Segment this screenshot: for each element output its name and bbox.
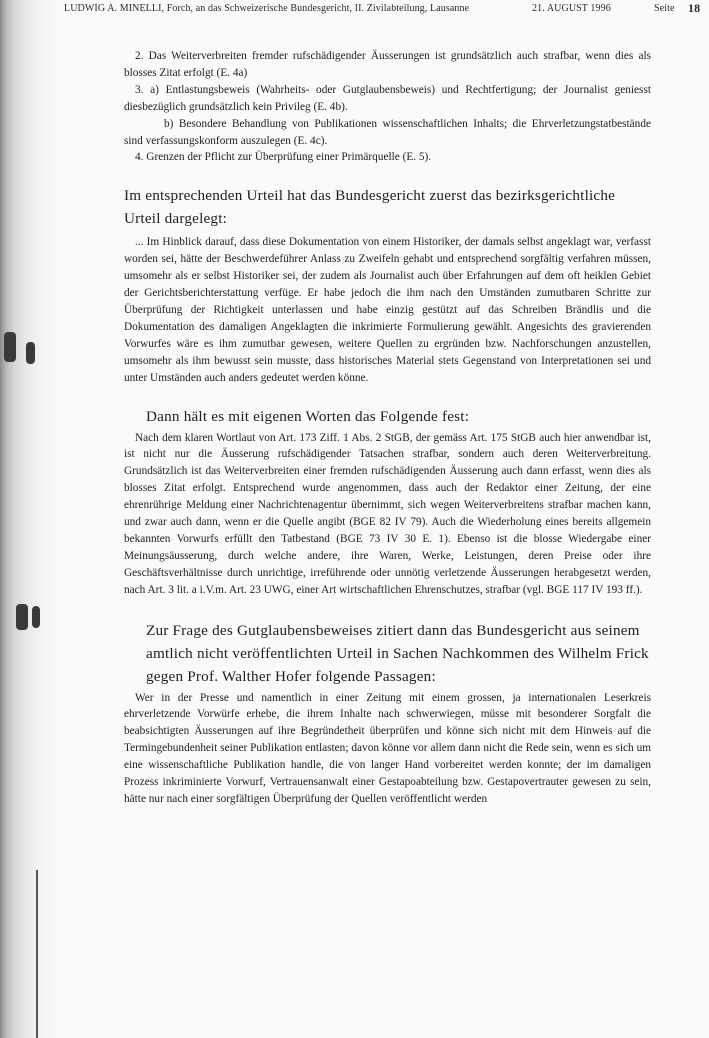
summary-item-3b: b) Besondere Behandlung von Publikationen wissenschaftlichen Inhalts; die Ehrverletzungstatbestände sind verfassungskonform auszulegen (E. 4c). bbox=[124, 117, 651, 147]
header-author-line: LUDWIG A. MINELLI, Forch, an das Schweizerische Bundesgericht, II. Zivilabteilung, Lausanne bbox=[64, 3, 470, 14]
binder-clip bbox=[32, 606, 40, 628]
section-heading-3: Zur Frage des Gutglaubensbeweises zitiert dann das Bundesgericht aus seinem amtlich nicht veröffentlichten Urteil in Sachen Nachkommen des Wilhelm Frick gegen Prof. Walther Hofer folgende Passagen: bbox=[146, 621, 649, 685]
quoted-passage-1: ... Im Hinblick darauf, dass diese Dokumentation von einem Historiker, der damals selbst angeklagt war, verfasst worden sei, hätte der Beschwerdeführer Anlass zu Zweifeln gehabt und entsprechend sorgfältig verfahren müssen, umsomehr als er selbst Historiker sei, der zudem als Journalist auch über Erfahrungen auf dem oft heiklen Gebiet der Gerichtsberichterstattung verfüge. Er habe jedoch die ihm nach den Umständen zumutbaren Schritte zur Überprüfung der Richtigkeit unterlassen und habe einzig gestützt auf das Schreiben Brändlis und die Dokumentation des damaligen Angeklagten die inkrimierte Formulierung gewählt. Angesichts des gravierenden Vorwurfes wäre es ihm zumutbar gewesen, weitere Quellen zu ergründen bzw. Nachforschungen anzustellen, umsomehr als ihm bewusst sein musste, dass historisches Material stets Gegenstand von Interpretationen sei und unter Umständen auch anders gedeutet werden könne. bbox=[124, 236, 651, 384]
page-body bbox=[124, 48, 651, 808]
section-heading-2: Dann hält es mit eigenen Worten das Folgende fest: bbox=[146, 407, 470, 425]
summary-item-3a: 3. a) Entlastungsbeweis (Wahrheits- oder Gutglaubensbeweis) und Rechtfertigung; der Journalist geniesst diesbezüglich grundsätzlich kein Privileg (E. 4b). bbox=[124, 83, 651, 113]
binder-clip bbox=[4, 332, 16, 362]
binder-clip bbox=[16, 604, 28, 630]
book-binding-shadow bbox=[0, 0, 58, 1038]
page-header bbox=[64, 3, 705, 17]
summary-item-2: 2. Das Weiterverbreiten fremder rufschädigender Äusserungen ist grundsätzlich auch strafbar, wenn dies als blosses Zitat erfolgt (E. 4a) bbox=[124, 50, 651, 79]
quoted-passage-2: Nach dem klaren Wortlaut von Art. 173 Ziff. 1 Abs. 2 StGB, der gemäss Art. 175 StGB auch hier anwendbar ist, ist nicht nur die Äusserung rufschädigender Tatsachen strafbar, sondern auch deren Weiterverbreitung. Grundsätzlich ist das Weiterverbreiten einer fremden rufschädigenden Äusserung auch dann erfasst, wenn dies als blosses Zitat erfolgt. Entsprechend wurde angenommen, dass auch der Redaktor einer Zeitung, der eine ehrenrührige Meldung einer Nachrichtenagentur übernimmt, sich wegen Weiterverbreitens strafbar machen kann, und zwar auch dann, wenn er die Quelle angibt (BGE 82 IV 79). Auch die Wiederholung eines bereits allgemein bekannten Vorwurfs erfüllt den Tatbestand (BGE 73 IV 30 E. 1). Ebenso ist die blosse Wiedergabe einer Meinungsäusserung, durch welche andere, ihre Waren, Werke, Leistungen, deren Preise oder ihre Geschäftsverhältnisse durch unrichtige, irreführende oder unnötig verletzende Äusserungen herabgesetzt werden, nach Art. 3 lit. a i.V.m. Art. 23 UWG, einer Art wirtschaftlichen Ehrenschutzes, strafbar (vgl. BGE 117 IV 193 ff.). bbox=[124, 431, 651, 596]
summary-item-4: 4. Grenzen der Pflicht zur Überprüfung einer Primärquelle (E. 5). bbox=[135, 151, 432, 164]
header-page-label: Seite bbox=[654, 3, 675, 14]
page-number: 18 bbox=[688, 1, 701, 15]
quoted-passage-3: Wer in der Presse und namentlich in einer Zeitung mit einem grossen, ja internationalen Leserkreis ehrverletzende Vorwürfe erhebe, die ihrem Inhalte nach schwerwiegen, müsse mit besonderer Sorgfalt die beabsichtigten Äusserungen auf ihre Begründetheit überprüfen und könne sich nicht mit dem Hinweis auf die Termingebundenheit seiner Publikation entlasten; davon könne vor allem dann nicht die Rede sein, wenn es sich um eine wissenschaftliche Publikation handle, die von langer Hand vorbereitet werden konnte; der im damaligen Prozess inkriminierte Vorwurf, Vertrauensanwalt einer Gestapoabteilung bzw. Gestapovertrauter gewesen zu sein, hätte nur nach einer sorgfältigen Überprüfung der Quellen veröffentlicht werden bbox=[124, 691, 651, 805]
header-date: 21. AUGUST 1996 bbox=[532, 3, 611, 14]
binder-clip bbox=[26, 342, 35, 364]
binding-edge bbox=[36, 870, 38, 1038]
section-heading-1: Im entsprechenden Urteil hat das Bundesgericht zuerst das bezirksgerichtliche Urteil dargelegt: bbox=[124, 187, 616, 228]
